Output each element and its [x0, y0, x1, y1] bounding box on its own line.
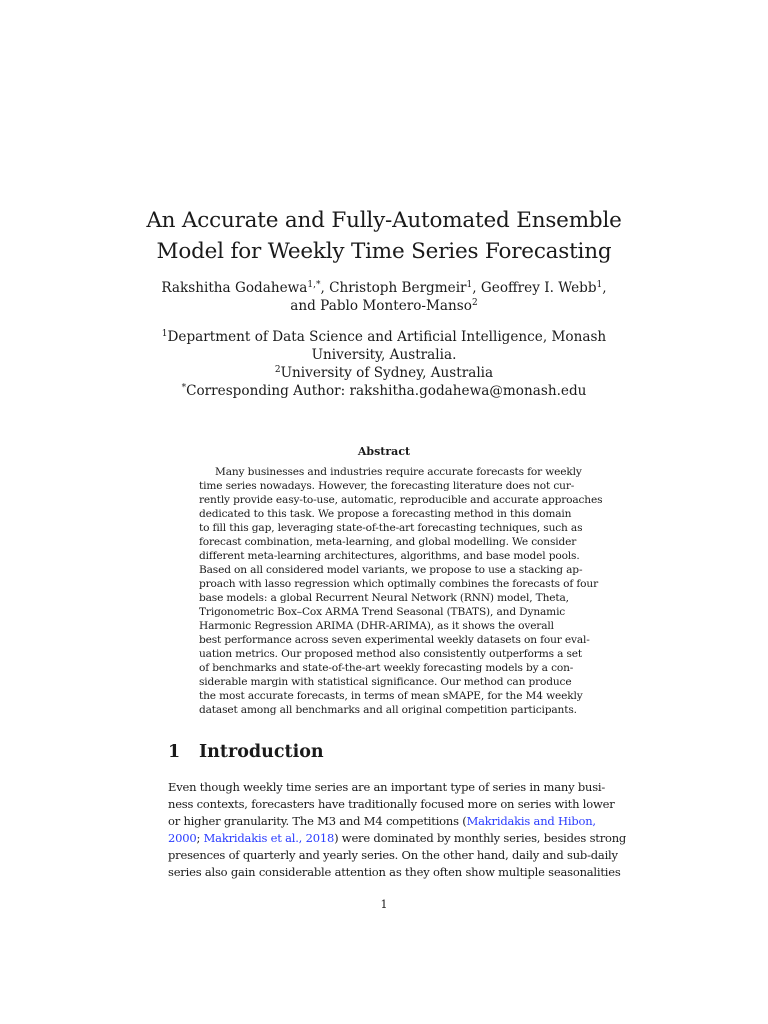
citation-link[interactable]: 2000	[168, 831, 197, 846]
section-title-text: Introduction	[199, 742, 324, 762]
paragraph-text: ) were dominated by monthly series, besides strong	[334, 831, 627, 846]
paragraph-line: ness contexts, forecasters have traditionally focused more on series with lower	[168, 797, 615, 812]
abstract-line: base models: a global Recurrent Neural Network (RNN) model, Theta,	[199, 592, 569, 604]
citation-link[interactable]: Makridakis et al., 2018	[203, 831, 335, 846]
paragraph-line: Even though weekly time series are an important type of series in many busi-	[168, 780, 606, 794]
abstract-line: proach with lasso regression which optimally combines the forecasts of four	[199, 578, 598, 590]
affiliations	[140, 328, 628, 400]
paragraph-text: or higher granularity. The M3 and M4 competitions (	[168, 814, 467, 829]
abstract-line: Trigonometric Box–Cox ARMA Trend Seasonal (TBATS), and Dynamic	[199, 606, 566, 618]
corresponding-author	[140, 382, 628, 400]
abstract-line: different meta-learning architectures, algorithms, and base model pools.	[199, 550, 580, 562]
author-superscript: 1	[466, 280, 473, 290]
author-superscript: 1	[596, 280, 603, 290]
abstract-line: forecast combination, meta-learning, and global modelling. We consider	[199, 536, 577, 548]
affiliation-line	[140, 328, 628, 346]
author-name: , Christoph Bergmeir	[320, 280, 467, 296]
affiliation-line	[140, 364, 628, 382]
affiliation-superscript: 1	[161, 329, 168, 339]
affiliation-line: University, Australia.	[311, 347, 457, 363]
section-heading	[168, 742, 324, 762]
author-name: Rakshitha Godahewa	[161, 280, 308, 296]
author-name: and Pablo Montero-Manso	[290, 298, 472, 314]
corresponding-text: Corresponding Author: rakshitha.godahewa@monash.edu	[186, 383, 587, 399]
abstract-line: siderable margin with statistical significance. Our method can produce	[199, 676, 572, 688]
abstract-line: Based on all considered model variants, we propose to use a stacking ap-	[199, 564, 583, 576]
paragraph-line	[168, 813, 600, 830]
paragraph-line	[168, 830, 627, 847]
abstract-line: Harmonic Regression ARIMA (DHR-ARIMA), as it shows the overall	[199, 620, 554, 632]
abstract-line: to fill this gap, leveraging state-of-the-art forecasting techniques, such as	[199, 522, 583, 534]
abstract-line: uation metrics. Our proposed method also consistently outperforms a set	[199, 648, 582, 660]
section-number: 1	[168, 742, 181, 762]
affiliation-superscript: 2	[274, 365, 281, 375]
author-name: , Geoffrey I. Webb	[472, 280, 597, 296]
abstract-line: of benchmarks and state-of-the-art weekly forecasting models by a con-	[199, 662, 574, 674]
corresponding-superscript: *	[181, 383, 187, 393]
affiliation-text: Department of Data Science and Artificial Intelligence, Monash	[167, 329, 607, 345]
abstract-line: the most accurate forecasts, in terms of mean sMAPE, for the M4 weekly	[199, 690, 583, 702]
author-line	[130, 279, 638, 297]
author-superscript: 1,*	[307, 280, 321, 290]
affiliation-text: University of Sydney, Australia	[280, 365, 494, 381]
author-superscript: 2	[471, 298, 478, 308]
title-line: Model for Weekly Time Series Forecasting	[156, 239, 612, 264]
paper-title	[120, 205, 648, 267]
citation-link[interactable]: Makridakis and Hibon,	[466, 814, 596, 829]
abstract-heading: Abstract	[357, 445, 411, 458]
author-separator: ,	[602, 280, 607, 296]
paragraph-text: ;	[196, 831, 204, 846]
introduction-body	[168, 779, 627, 882]
abstract-line: Many businesses and industries require accurate forecasts for weekly	[215, 466, 582, 478]
abstract-line: time series nowadays. However, the forecasting literature does not cur-	[199, 480, 575, 492]
paragraph-line: presences of quarterly and yearly series. On the other hand, daily and sub-daily	[168, 848, 618, 863]
author-line	[130, 297, 638, 315]
abstract-line: rently provide easy-to-use, automatic, reproducible and accurate approaches	[199, 494, 603, 506]
abstract-line: best performance across seven experimental weekly datasets on four eval-	[199, 634, 590, 646]
abstract-line: dedicated to this task. We propose a forecasting method in this domain	[199, 508, 572, 520]
author-list	[130, 279, 638, 315]
paragraph-line: series also gain considerable attention as they often show multiple seasonalities	[168, 865, 621, 880]
abstract-line: dataset among all benchmarks and all original competition participants.	[199, 704, 577, 716]
abstract-body	[199, 465, 603, 717]
title-line: An Accurate and Fully-Automated Ensemble	[146, 208, 622, 233]
page-number: 1	[380, 898, 388, 911]
